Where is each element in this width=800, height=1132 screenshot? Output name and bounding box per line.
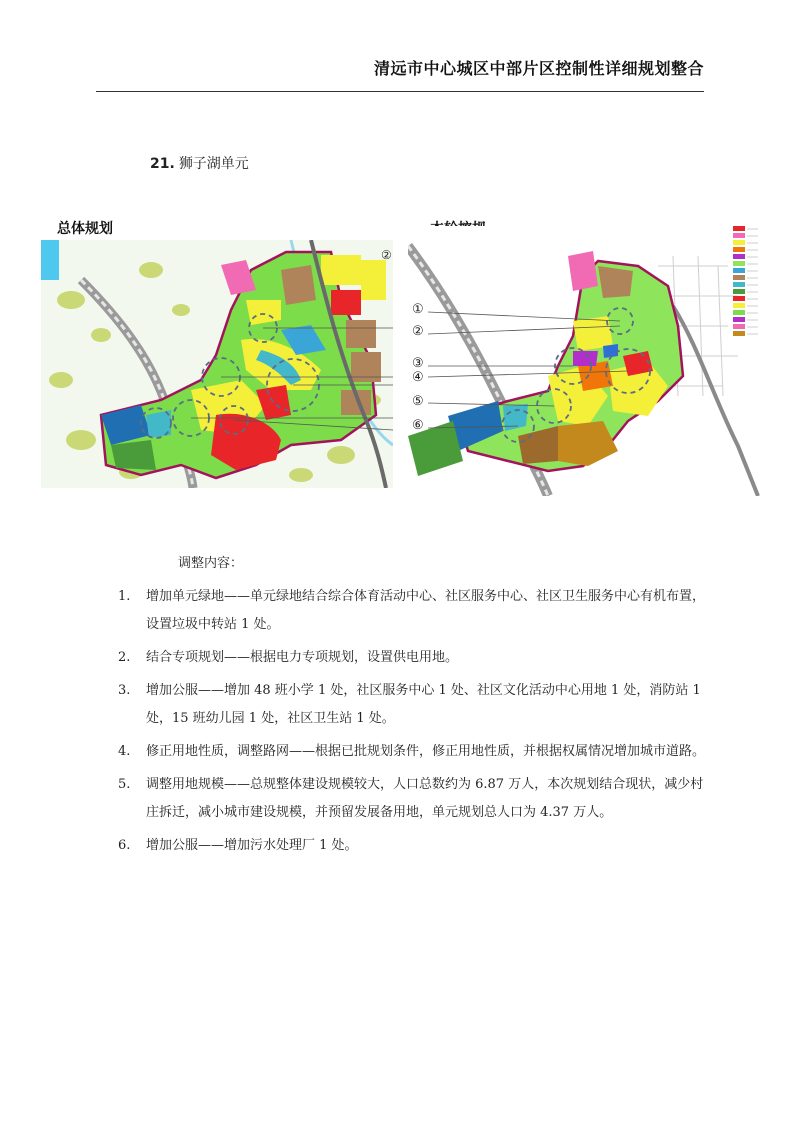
marker-5: ⑤ [412,394,424,409]
header-rule [96,91,704,92]
list-item: 5. 调整用地规模——总规整体建设规模较大，人口总数约为 6.87 万人，本次规划结合现状，减少村庄拆迁，减小城市建设规模，并预留发展备用地，单元规划总人口为 4.37 万人。 [118,777,704,820]
list-item: 1. 增加单元绿地——单元绿地结合综合体育活动中心、社区服务中心、社区卫生服务中心有机布置，设置垃圾中转站 1 处。 [118,589,706,632]
marker-6: ⑥ [412,418,424,433]
marker-3: ③ [412,356,424,371]
left-map-marker: ② [381,248,392,262]
marker-1: ① [412,302,424,317]
list-item: 4. 修正用地性质，调整路网——根据已批规划条件，修正用地性质，并根据权属情况增加城市道路。 [118,744,706,759]
section-number: 21. [150,156,175,172]
marker-4: ④ [412,370,424,385]
marker-2: ② [412,324,424,339]
document-header-title: 清远市中心城区中部片区控制性详细规划整合 [373,59,704,78]
list-item: 2. 结合专项规划——根据电力专项规划，设置供电用地。 [118,650,459,665]
water-patch [41,240,59,280]
left-map-label: 总体规划 [57,221,113,237]
current-plan-map-graphic [408,226,760,496]
section-title [150,153,249,173]
list-item: 3. 增加公服——增加 48 班小学 1 处，社区服务中心 1 处、社区文化活动中心用地 1 处，消防站 1 处，15 班幼儿园 1 处，社区卫生站 1 处。 [118,683,701,726]
current-plan-map [408,226,760,496]
list-item: 6. 增加公服——增加污水处理厂 1 处。 [118,838,358,853]
master-plan-map-graphic [41,240,393,488]
section-name: 狮子湖单元 [178,156,249,172]
adjustments-list [118,583,708,865]
adjustments-heading: 调整内容： [178,556,244,571]
master-plan-map [41,240,393,488]
